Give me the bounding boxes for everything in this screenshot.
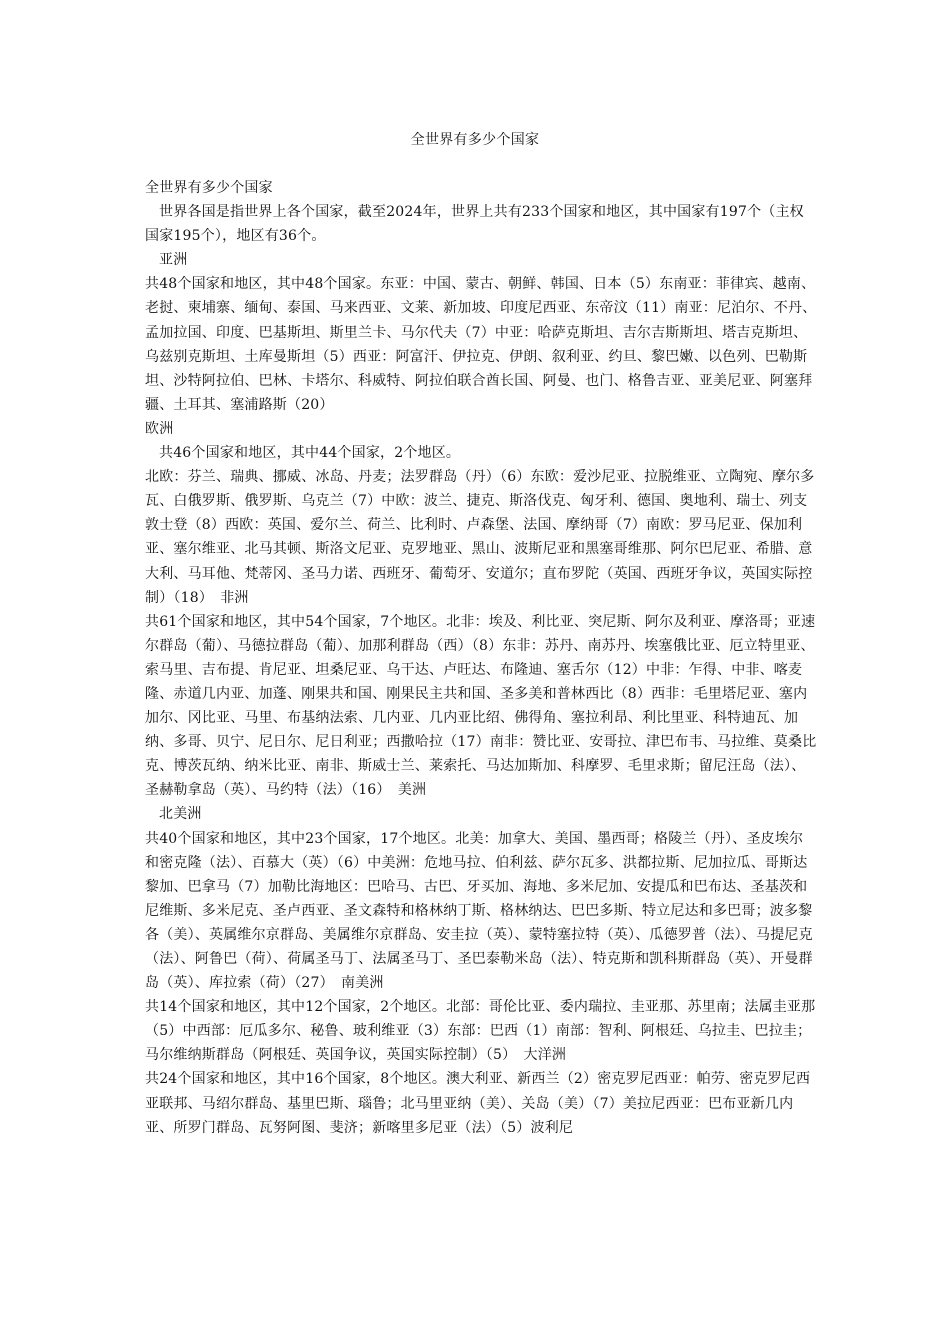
section-europe-summary: 共46个国家和地区，其中44个国家，2个地区。 bbox=[159, 445, 461, 462]
page-title: 全世界有多少个国家 bbox=[410, 132, 540, 148]
section-oceania-body: 共24个国家和地区，其中16个国家，8个地区。澳大利亚、新西兰（2）密克罗尼西亚：帕劳、密克罗尼西亚联邦、马绍尔群岛、基里巴斯、瑙鲁；北马里亚纳（美）、关岛（美）（7）美拉尼西亚：巴布亚新几内亚、所罗门群岛、瓦努阿图、斐济；新喀里多尼亚（法）（5）波利尼 bbox=[145, 1071, 811, 1136]
section-south-america-body: 共14个国家和地区，其中12个国家，2个地区。北部：哥伦比亚、委内瑞拉、圭亚那、苏里南；法属圭亚那（5）中西部：厄瓜多尔、秘鲁、玻利维亚（3）东部：巴西（1）南部：智利、阿根廷、乌拉圭、巴拉圭；马尔维纳斯群岛（阿根廷、英国争议，英国实际控制）（5） 大洋洲 bbox=[145, 999, 816, 1064]
section-europe-body: 北欧：芬兰、瑞典、挪威、冰岛、丹麦；法罗群岛（丹）（6）东欧：爱沙尼亚、拉脱维亚、立陶宛、摩尔多瓦、白俄罗斯、俄罗斯、乌克兰（7）中欧：波兰、捷克、斯洛伐克、匈牙利、德国、奥地利、瑞士、列支敦士登（8）西欧：英国、爱尔兰、荷兰、比利时、卢森堡、法国、摩纳哥（7）南欧：罗马尼亚、保加利亚、塞尔维亚、北马其顿、斯洛文尼亚、克罗地亚、黑山、波斯尼亚和黑塞哥维那、阿尔巴尼亚、希腊、意大利、马耳他、梵蒂冈、圣马力诺、西班牙、葡萄牙、安道尔；直布罗陀（英国、西班牙争议，英国实际控制）（18） 非洲 bbox=[145, 469, 815, 606]
intro-paragraph: 世界各国是指世界上各个国家，截至2024年，世界上共有233个国家和地区，其中国家有197个（主权国家195个），地区有36个。 bbox=[145, 204, 804, 245]
section-asia-body: 共48个国家和地区，其中48个国家。东亚：中国、蒙古、朝鲜、韩国、日本（5）东南亚：菲律宾、越南、老挝、柬埔寨、缅甸、泰国、马来西亚、文莱、新加坡、印度尼西亚、东帝汶（11）南亚：尼泊尔、不丹、孟加拉国、印度、巴基斯坦、斯里兰卡、马尔代夫（7）中亚：哈萨克斯坦、吉尔吉斯斯坦、塔吉克斯坦、乌兹别克斯坦、土库曼斯坦（5）西亚：阿富汗、伊拉克、伊朗、叙利亚、约旦、黎巴嫩、以色列、巴勒斯坦、沙特阿拉伯、巴林、卡塔尔、科威特、阿拉伯联合酋长国、阿曼、也门、格鲁吉亚、亚美尼亚、阿塞拜疆、土耳其、塞浦路斯（20） bbox=[145, 276, 817, 413]
document-heading: 全世界有多少个国家 bbox=[145, 180, 273, 196]
section-north-america-heading: 北美洲 bbox=[159, 806, 202, 823]
document-body bbox=[145, 176, 817, 1140]
section-africa-body: 共61个国家和地区，其中54个国家，7个地区。北非：埃及、利比亚、突尼斯、阿尔及利亚、摩洛哥；亚速尔群岛（葡）、马德拉群岛（葡）、加那利群岛（西）（8）东非：苏丹、南苏丹、埃塞俄比亚、厄立特里亚、索马里、吉布提、肯尼亚、坦桑尼亚、乌干达、卢旺达、布隆迪、塞舌尔（12）中非：乍得、中非、喀麦隆、赤道几内亚、加蓬、刚果共和国、刚果民主共和国、圣多美和普林西比（8）西非：毛里塔尼亚、塞内加尔、冈比亚、马里、布基纳法索、几内亚、几内亚比绍、佛得角、塞拉利昂、利比里亚、科特迪瓦、加纳、多哥、贝宁、尼日尔、尼日利亚；西撒哈拉（17）南非：赞比亚、安哥拉、津巴布韦、马拉维、莫桑比克、博茨瓦纳、纳米比亚、南非、斯威士兰、莱索托、马达加斯加、科摩罗、毛里求斯；留尼汪岛（法）、圣赫勒拿岛（英）、马约特（法）（16） 美洲 bbox=[145, 613, 817, 799]
section-north-america-body: 共40个国家和地区，其中23个国家，17个地区。北美：加拿大、美国、墨西哥；格陵兰（丹）、圣皮埃尔和密克隆（法）、百慕大（英）（6）中美洲：危地马拉、伯利兹、萨尔瓦多、洪都拉斯、尼加拉瓜、哥斯达黎加、巴拿马（7）加勒比海地区：巴哈马、古巴、牙买加、海地、多米尼加、安提瓜和巴布达、圣基茨和尼维斯、多米尼克、圣卢西亚、圣文森特和格林纳丁斯、格林纳达、巴巴多斯、特立尼达和多巴哥；波多黎各（美）、英属维尔京群岛、美属维尔京群岛、安圭拉（英）、蒙特塞拉特（英）、瓜德罗普（法）、马提尼克（法）、阿鲁巴（荷）、荷属圣马丁、法属圣马丁、圣巴泰勒米岛（法）、特克斯和凯科斯群岛（英）、开曼群岛（英）、库拉索（荷）（27） 南美洲 bbox=[145, 830, 813, 992]
section-asia-heading: 亚洲 bbox=[159, 252, 188, 269]
section-europe-heading: 欧洲 bbox=[145, 420, 174, 437]
